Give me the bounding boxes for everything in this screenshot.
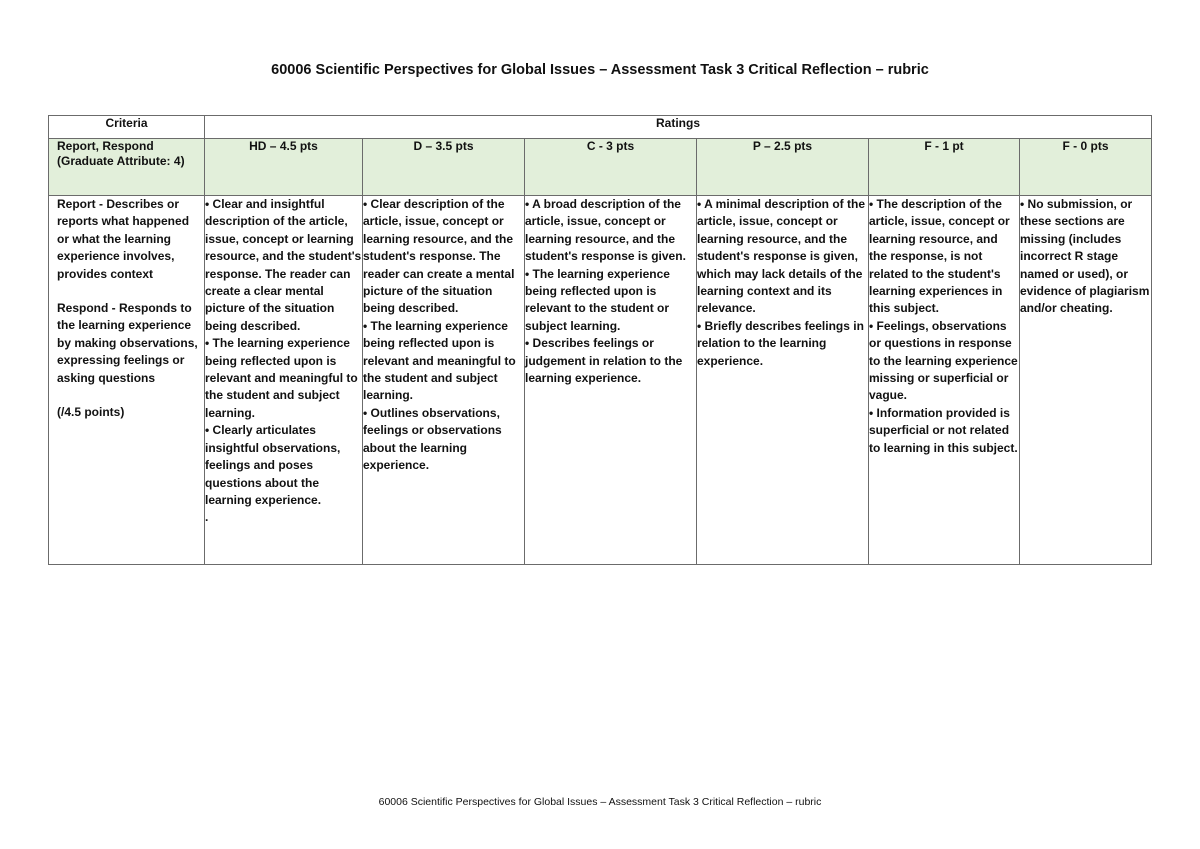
rating-label-hd: HD – 4.5 pts — [205, 139, 363, 196]
rating-bullet: • No submission, or these sections are missing (includes incorrect R stage named or used), or evidence of plagiarism and/or cheating. — [1020, 197, 1150, 316]
points-note: (/4.5 points) — [57, 405, 125, 420]
rating-bullet: • Feelings, observations or questions in response to the learning experience missing or superficial or vague. — [869, 318, 1018, 403]
rating-bullet: • The learning experience being reflected upon is relevant and meaningful to the student and subject learning. — [205, 336, 358, 420]
rating-bullet: • Clear and insightful description of the article, issue, concept or learning resource, and the student's response. The reader can create a clear mental picture of the situation being described. — [205, 197, 362, 333]
rating-bullet: • The description of the article, issue, concept or learning resource, and the response, is not related to the student's learning experiences in this subject. — [869, 197, 1010, 316]
header-row — [49, 116, 1152, 139]
rating-description-c — [525, 196, 697, 565]
criterion-name-cell — [49, 139, 205, 196]
description-row — [49, 196, 1152, 565]
graduate-attribute: (Graduate Attribute: 4) — [57, 154, 185, 168]
rating-description-p — [697, 196, 869, 565]
rating-label-c: C - 3 pts — [525, 139, 697, 196]
rating-bullet: . — [205, 510, 209, 525]
rating-description-hd — [205, 196, 363, 565]
respond-description: Respond - Responds to the learning experience by making observations, expressing feelings or asking questions — [57, 301, 198, 385]
report-description: Report - Describes or reports what happened or what the learning experience involves, provides context — [57, 197, 190, 281]
rating-description-f0 — [1020, 196, 1152, 565]
rating-bullet: • Describes feelings or judgement in relation to the learning experience. — [525, 336, 683, 386]
rating-label-d: D – 3.5 pts — [363, 139, 525, 196]
rating-bullet: • Clearly articulates insightful observations, feelings and poses questions about the learning experience. — [205, 423, 341, 507]
rating-bullet: • Outlines observations, feelings or observations about the learning experience. — [363, 405, 502, 473]
rating-band-row — [49, 139, 1152, 196]
rating-description-f1 — [869, 196, 1020, 565]
rating-label-p: P – 2.5 pts — [697, 139, 869, 196]
page-title: 60006 Scientific Perspectives for Global Issues – Assessment Task 3 Critical Reflection – rubric — [271, 62, 929, 78]
rating-bullet: • The learning experience being reflected upon is relevant to the student or subject learning. — [525, 266, 670, 333]
rating-label-f1: F - 1 pt — [869, 139, 1020, 196]
ratings-header: Ratings — [205, 116, 1152, 139]
criteria-header: Criteria — [49, 116, 205, 139]
rating-label-f0: F - 0 pts — [1020, 139, 1152, 196]
rating-description-d — [363, 196, 525, 565]
page-footer: 60006 Scientific Perspectives for Global Issues – Assessment Task 3 Critical Reflection – rubric — [378, 796, 822, 808]
rubric-table — [48, 115, 1152, 565]
criterion-name: Report, Respond — [57, 139, 154, 153]
criterion-description-cell — [49, 196, 205, 565]
rating-bullet: • Information provided is superficial or not related to learning in this subject. — [869, 405, 1018, 455]
rating-bullet: • Clear description of the article, issue, concept or learning resource, and the student's response. The reader can create a mental picture of the situation being described. — [363, 197, 515, 316]
rating-bullet: • A broad description of the article, issue, concept or learning resource, and the student's response is given. — [525, 197, 686, 264]
rating-bullet: • Briefly describes feelings in relation to the learning experience. — [697, 318, 864, 368]
rating-bullet: • A minimal description of the article, issue, concept or learning resource, and the student's response is given, which may lack details of the learning context and its relevance. — [697, 197, 865, 316]
rating-bullet: • The learning experience being reflected upon is relevant and meaningful to the student and subject learning. — [363, 318, 516, 403]
